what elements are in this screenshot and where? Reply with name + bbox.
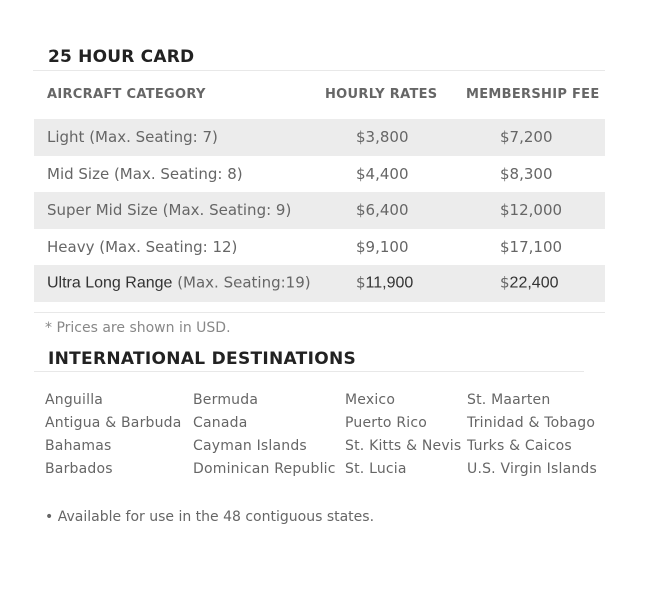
card-title: 25 HOUR CARD (48, 47, 195, 67)
membership-fee-cell: $8,300 (500, 164, 553, 183)
header-aircraft-category: AIRCRAFT CATEGORY (47, 87, 206, 102)
aircraft-category-cell: Light (Max. Seating: 7) (47, 128, 218, 147)
rate-row-mid-size (34, 156, 605, 193)
membership-fee-cell (500, 274, 558, 293)
rate-row-light (34, 119, 605, 156)
hourly-rate-cell: $3,800 (356, 128, 409, 147)
aircraft-category-cell: Mid Size (Max. Seating: 8) (47, 164, 243, 183)
destination-item: Trinidad & Tobago (467, 415, 596, 431)
availability-note: • Available for use in the 48 contiguous states. (45, 509, 375, 525)
membership-fee-cell: $12,000 (500, 201, 563, 220)
aircraft-category-cell: Super Mid Size (Max. Seating: 9) (47, 201, 292, 220)
hourly-rate-value: 11,900 (365, 274, 414, 292)
destination-item: Mexico (345, 392, 396, 408)
hourly-rate-cell (356, 274, 413, 293)
aircraft-category-cell: Heavy (Max. Seating: 12) (47, 237, 238, 256)
aircraft-category-cell (47, 274, 311, 293)
currency-note: * Prices are shown in USD. (45, 320, 231, 336)
destination-item: Cayman Islands (193, 438, 307, 454)
destination-item: Bermuda (193, 392, 259, 408)
membership-fee-cell: $17,100 (500, 237, 563, 256)
header-hourly-rates: HOURLY RATES (325, 87, 438, 102)
destinations-divider (34, 371, 584, 372)
title-divider (33, 70, 605, 71)
membership-fee-value: 22,400 (509, 274, 559, 292)
destinations-title: INTERNATIONAL DESTINATIONS (48, 349, 357, 369)
destination-item: Puerto Rico (345, 415, 428, 431)
destination-item: Bahamas (45, 438, 112, 454)
rate-row-super-mid-size (34, 192, 605, 229)
destinations-column (193, 390, 336, 482)
destination-item: St. Kitts & Nevis (345, 438, 462, 454)
hourly-rate-cell: $6,400 (356, 201, 409, 220)
destinations-column (467, 390, 597, 482)
rate-row-heavy (34, 229, 605, 266)
rates-table (34, 119, 605, 302)
hourly-rate-cell: $4,400 (356, 164, 409, 183)
destination-item: Anguilla (45, 392, 104, 408)
destination-item: St. Lucia (345, 461, 407, 477)
aircraft-category-name: Ultra Long Range (47, 274, 173, 292)
destination-item: Turks & Caicos (467, 438, 572, 454)
header-membership-fee: MEMBERSHIP FEE (466, 87, 600, 102)
destination-item: Canada (193, 415, 248, 431)
destination-item: Dominican Republic (193, 461, 336, 477)
destinations-column (345, 390, 461, 482)
destination-item: U.S. Virgin Islands (467, 461, 597, 477)
hourly-rate-cell: $9,100 (356, 237, 409, 256)
destination-item: Antigua & Barbuda (45, 415, 182, 431)
destination-item: St. Maarten (467, 392, 551, 408)
table-bottom-divider (34, 312, 605, 313)
rate-row-ultra-long-range (34, 265, 605, 302)
destination-item: Barbados (45, 461, 113, 477)
currency-symbol: $ (500, 273, 510, 292)
membership-fee-cell: $7,200 (500, 128, 553, 147)
aircraft-seating-capacity: (Max. Seating:19) (172, 273, 311, 292)
currency-symbol: $ (356, 273, 366, 292)
destinations-column (45, 390, 182, 482)
